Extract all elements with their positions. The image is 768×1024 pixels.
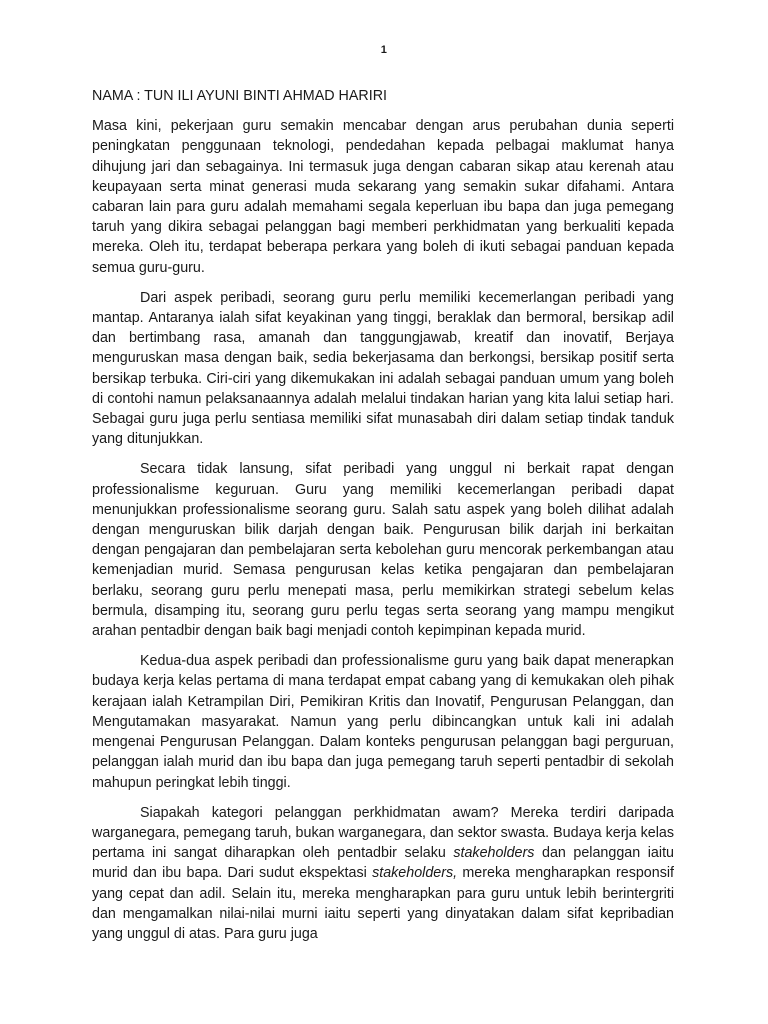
paragraph-personal-aspect: Dari aspek peribadi, seorang guru perlu memiliki kecemerlangan peribadi yang mantap. Antaranya ialah sifat keyakinan yang tinggi, beraklak dan bermoral, bersikap adil dan bertimbang rasa, amanah dan tanggungjawab, kreatif dan inovatif, Berjaya menguruskan masa dengan baik, sedia bekerjasama dan berkongsi, bersikap positif serta bersikap terbuka. Ciri-ciri yang dikemukakan ini adalah sebagai panduan umum yang boleh di contohi namun pelaksanaannya adalah melalui tindakan harian yang kita lalui setiap hari. Sebagai guru juga perlu sentiasa memiliki sifat munasabah diri dalam setiap tindak tanduk yang ditunjukkan. [92,289,674,448]
paragraph-customers [92,803,674,944]
paragraph-work-culture: Kedua-dua aspek peribadi dan professionalisme guru yang baik dapat menerapkan budaya kerja kelas pertama di mana terdapat empat cabang yang di kemukakan oleh pihak kerajaan ialah Ketrampilan Diri, Pemikiran Kritis dan Inovatif, Pengurusan Pelanggan, dan Mengutamakan masyarakat. Namun yang perlu dibincangkan untuk kali ini adalah mengenai Pengurusan Pelanggan. Dalam konteks pengurusan pelanggan bagi perguruan, pelanggan ialah murid dan ibu bapa dan juga pemegang taruh seperti pentadbir di sekolah mahupun peringkat lebih tinggi. [92,653,674,791]
paragraph-customers-text-2: dan pelanggan iaitu murid dan ibu bapa. Dari sudut ekspektasi [92,845,674,882]
stakeholders-term-2: stakeholders, [372,865,458,882]
paragraph-customers-text-3: mereka mengharapkan responsif yang cepat dan adil. Selain itu, mereka mengharapkan para guru untuk lebih berintergriti dan mengamalkan nilai-nilai murni iaitu seperti yang dinyatakan dalam sifat kepribadian yang unggul di atas. Para guru juga [92,865,674,942]
paragraph-intro: Masa kini, pekerjaan guru semakin mencabar dengan arus perubahan dunia seperti peningkatan penggunaan teknologi, pendedahan kepada pelbagai maklumat hanya dihujung jari dan sebagainya. Ini termasuk juga dengan cabaran sikap atau kerenah atau keupayaan serta minat generasi muda sekarang yang semakin sukar difahami. Antara cabaran lain para guru adalah memahami segala keperluan ibu bapa dan juga pemegang taruh yang dikira sebagai pelanggan bagi memberi perkhidmatan yang berkualiti kepada mereka. Oleh itu, terdapat beberapa perkara yang boleh di ikuti sebagai panduan kepada semua guru-guru. [92,118,674,276]
paragraph-customers-text-1: Siapakah kategori pelanggan perkhidmatan awam? Mereka terdiri daripada warganegara, pemegang taruh, bukan warganegara, dan sektor swasta. Budaya kerja kelas pertama ini sangat diharapkan oleh pentadbir selaku [92,804,674,862]
paragraph-professionalism: Secara tidak lansung, sifat peribadi yang unggul ni berkait rapat dengan professionalisme keguruan. Guru yang memiliki kecemerlangan peribadi dapat menunjukkan professionalisme seorang guru. Salah satu aspek yang boleh dilihat adalah dengan menguruskan bilik darjah dengan baik. Pengurusan bilik darjah ini berkaitan dengan pengajaran dan pembelajaran serta kebolehan guru mencorak perkembangan atau kemenjadian murid. Semasa pengurusan kelas ketika pengajaran dan pembelajaran berlaku, seorang guru perlu menepati masa, perlu memikirkan strategi sebelum kelas bermula, disamping itu, seorang guru perlu tegas serta seorang yang mampu mengikut arahan pentadbir dengan baik bagi menjadi contoh kepimpinan kepada murid. [92,461,674,640]
stakeholders-term-1: stakeholders [453,845,535,862]
author-name-line: NAMA : TUN ILI AYUNI BINTI AHMAD HARIRI [92,88,387,104]
document-body [92,86,674,954]
page-number: 1 [380,44,388,56]
